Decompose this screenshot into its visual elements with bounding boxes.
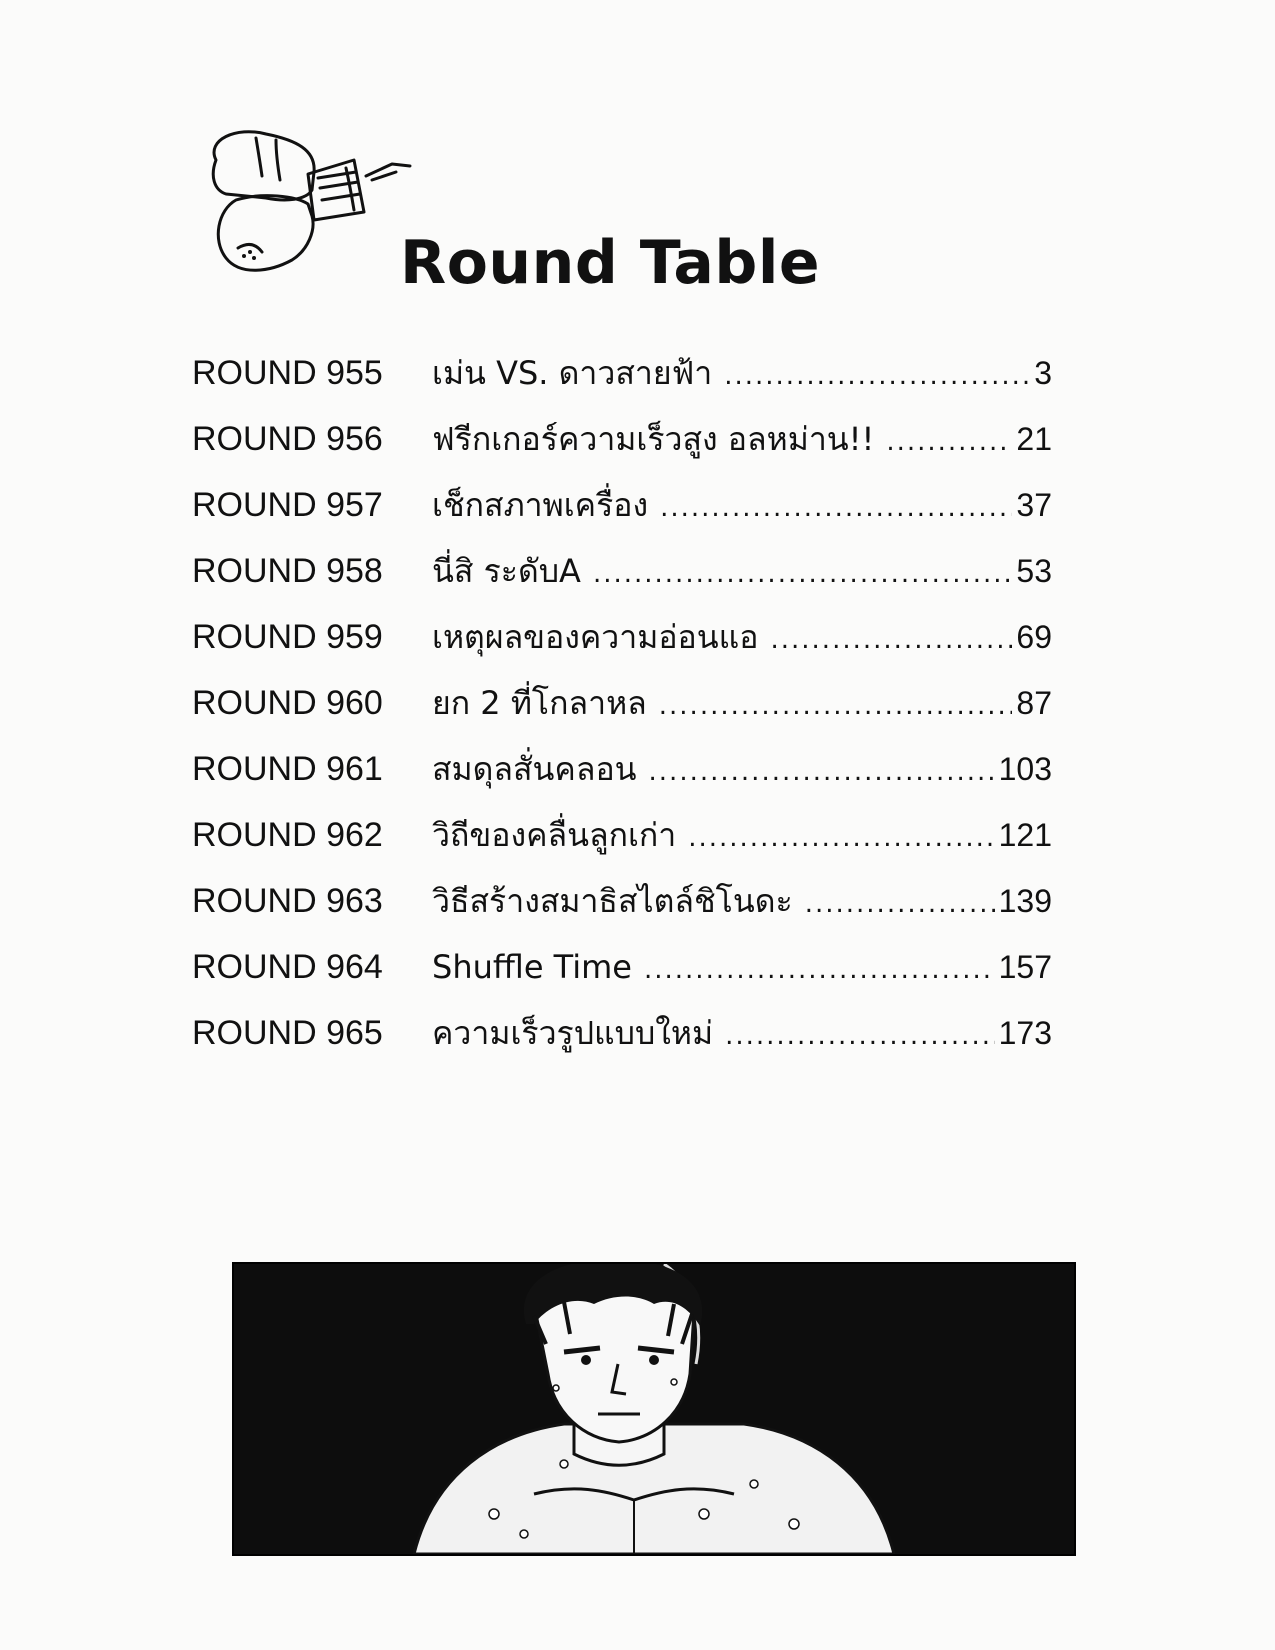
round-number: ROUND 962: [192, 816, 383, 854]
page-number: 53: [1016, 553, 1052, 589]
round-number: ROUND 957: [192, 486, 383, 524]
chapter-entry: [432, 616, 1052, 661]
dot-leader: [660, 487, 1012, 529]
dot-leader: [724, 355, 1030, 397]
page-number: 3: [1034, 355, 1052, 391]
round-number: ROUND 960: [192, 684, 383, 722]
chapter-title: ฟรีกเกอร์ความเร็วสูง อลหม่าน!!: [432, 420, 875, 458]
page-number: 173: [998, 1015, 1052, 1051]
chapter-entry: [432, 1012, 1052, 1057]
chapter-entry: [432, 946, 1052, 991]
chapter-title: สมดุลสั่นคลอน: [432, 750, 637, 788]
chapter-entry: [432, 352, 1052, 397]
dot-leader: [649, 751, 995, 793]
page-number: 21: [1016, 421, 1052, 457]
page-number: 37: [1016, 487, 1052, 523]
boxing-glove-icon: [196, 120, 416, 290]
toc-row: [192, 484, 1052, 550]
round-number: ROUND 958: [192, 552, 383, 590]
round-number: ROUND 955: [192, 354, 383, 392]
chapter-entry: [432, 748, 1052, 793]
chapter-title: วิถีของคลื่นลูกเก่า: [432, 816, 677, 854]
dot-leader: [593, 553, 1012, 595]
table-of-contents: [192, 352, 1052, 1078]
chapter-entry: [432, 880, 1052, 925]
page-number: 157: [998, 949, 1052, 985]
toc-row: [192, 880, 1052, 946]
page-number: 87: [1016, 685, 1052, 721]
chapter-entry: [432, 418, 1052, 463]
page-number: 103: [998, 751, 1052, 787]
boxer-portrait-illustration: [232, 1262, 1076, 1556]
chapter-title: เช็กสภาพเครื่อง: [432, 486, 649, 524]
dot-leader: [805, 883, 995, 925]
chapter-title: นี่สิ ระดับA: [432, 552, 581, 590]
toc-row: [192, 946, 1052, 1012]
dot-leader: [688, 817, 994, 859]
toc-row: [192, 616, 1052, 682]
chapter-title: Shuffle Time: [432, 948, 632, 986]
chapter-entry: [432, 682, 1052, 727]
page-number: 139: [998, 883, 1052, 919]
chapter-title: ยก 2 ที่โกลาหล: [432, 684, 647, 722]
toc-row: [192, 550, 1052, 616]
dot-leader: [725, 1015, 995, 1057]
toc-row: [192, 682, 1052, 748]
round-number: ROUND 956: [192, 420, 383, 458]
dot-leader: [659, 685, 1013, 727]
toc-row: [192, 814, 1052, 880]
page-number: 121: [998, 817, 1052, 853]
toc-row: [192, 418, 1052, 484]
page-title: Round Table: [400, 228, 821, 298]
chapter-title: ความเร็วรูปแบบใหม่: [432, 1014, 714, 1052]
chapter-title: วิธีสร้างสมาธิสไตล์ชิโนดะ: [432, 882, 793, 920]
round-number: ROUND 959: [192, 618, 383, 656]
chapter-entry: [432, 550, 1052, 595]
round-number: ROUND 965: [192, 1014, 383, 1052]
round-number: ROUND 964: [192, 948, 383, 986]
chapter-entry: [432, 814, 1052, 859]
dot-leader: [770, 619, 1012, 661]
round-number: ROUND 963: [192, 882, 383, 920]
chapter-title: เหตุผลของความอ่อนแอ: [432, 618, 759, 656]
page-number: 69: [1016, 619, 1052, 655]
round-number: ROUND 961: [192, 750, 383, 788]
toc-row: [192, 1012, 1052, 1078]
chapter-title: เม่น VS. ดาวสายฟ้า: [432, 354, 713, 392]
toc-row: [192, 352, 1052, 418]
toc-row: [192, 748, 1052, 814]
dot-leader: [886, 421, 1012, 463]
chapter-entry: [432, 484, 1052, 529]
dot-leader: [644, 949, 995, 991]
